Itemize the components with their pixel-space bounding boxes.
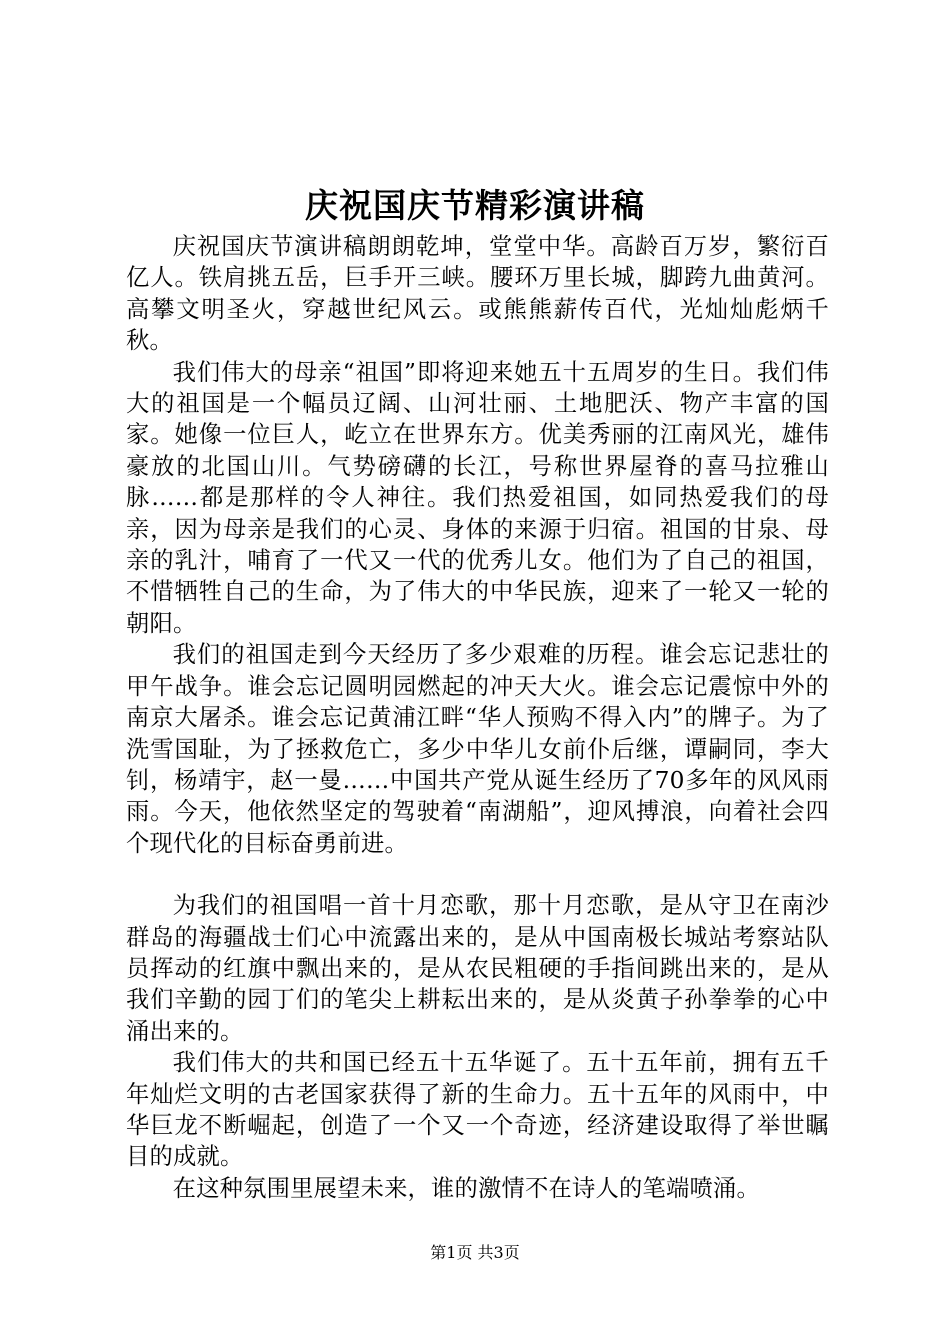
document-body (126, 231, 829, 1204)
page-footer: 第1页 共3页 (430, 1243, 520, 1262)
paragraph-1: 庆祝国庆节演讲稿朗朗乾坤，堂堂中华。高龄百万岁，繁衍百亿人。铁肩挑五岳，巨手开三峡。腰环万里长城，脚跨九曲黄河。高攀文明圣火，穿越世纪风云。或熊熊薪传百代，光灿灿彪炳千秋。 (126, 233, 829, 355)
paragraph-4: 为我们的祖国唱一首十月恋歌，那十月恋歌，是从守卫在南沙群岛的海疆战士们心中流露出来的，是从中国南极长城站考察站队员挥动的红旗中飘出来的，是从农民粗硬的手指间跳出来的，是从我们辛勤的园丁们的笔尖上耕耘出来的，是从炎黄子孙拳拳的心中涌出来的。 (126, 892, 829, 1045)
paragraph-6: 在这种氛围里展望未来，谁的激情不在诗人的笔端喷涌。 (172, 1174, 761, 1202)
paragraph-3: 我们的祖国走到今天经历了多少艰难的历程。谁会忘记悲壮的甲午战争。谁会忘记圆明园燃起的冲天大火。谁会忘记震惊中外的南京大屠杀。谁会忘记黄浦江畔“华人预购不得入内”的牌子。为了洗雪国耻，为了拯救危亡，多少中华儿女前仆后继，谭嗣同，李大钊，杨靖宇，赵一曼……中国共产党从诞生经历了70多年的风风雨雨。今天，他依然坚定的驾驶着“南湖船”，迎风搏浪，向着社会四个现代化的目标奋勇前进。 (126, 641, 829, 857)
paragraph-2: 我们伟大的母亲“祖国”即将迎来她五十五周岁的生日。我们伟大的祖国是一个幅员辽阔、山河壮丽、土地肥沃、物产丰富的国家。她像一位巨人，屹立在世界东方。优美秀丽的江南风光，雄伟豪放的北国山川。气势磅礴的长江，号称世界屋脊的喜马拉雅山脉……都是那样的令人神往。我们热爱祖国，如同热爱我们的母亲，因为母亲是我们的心灵、身体的来源于归宿。祖国的甘泉、母亲的乳汁，哺育了一代又一代的优秀儿女。他们为了自己的祖国，不惜牺牲自己的生命，为了伟大的中华民族，迎来了一轮又一轮的朝阳。 (126, 358, 829, 637)
document-title: 庆祝国庆节精彩演讲稿 (305, 186, 645, 225)
paragraph-5: 我们伟大的共和国已经五十五华诞了。五十五年前，拥有五千年灿烂文明的古老国家获得了新的生命力。五十五年的风雨中，中华巨龙不断崛起，创造了一个又一个奇迹，经济建设取得了举世瞩目的成就。 (126, 1049, 829, 1171)
